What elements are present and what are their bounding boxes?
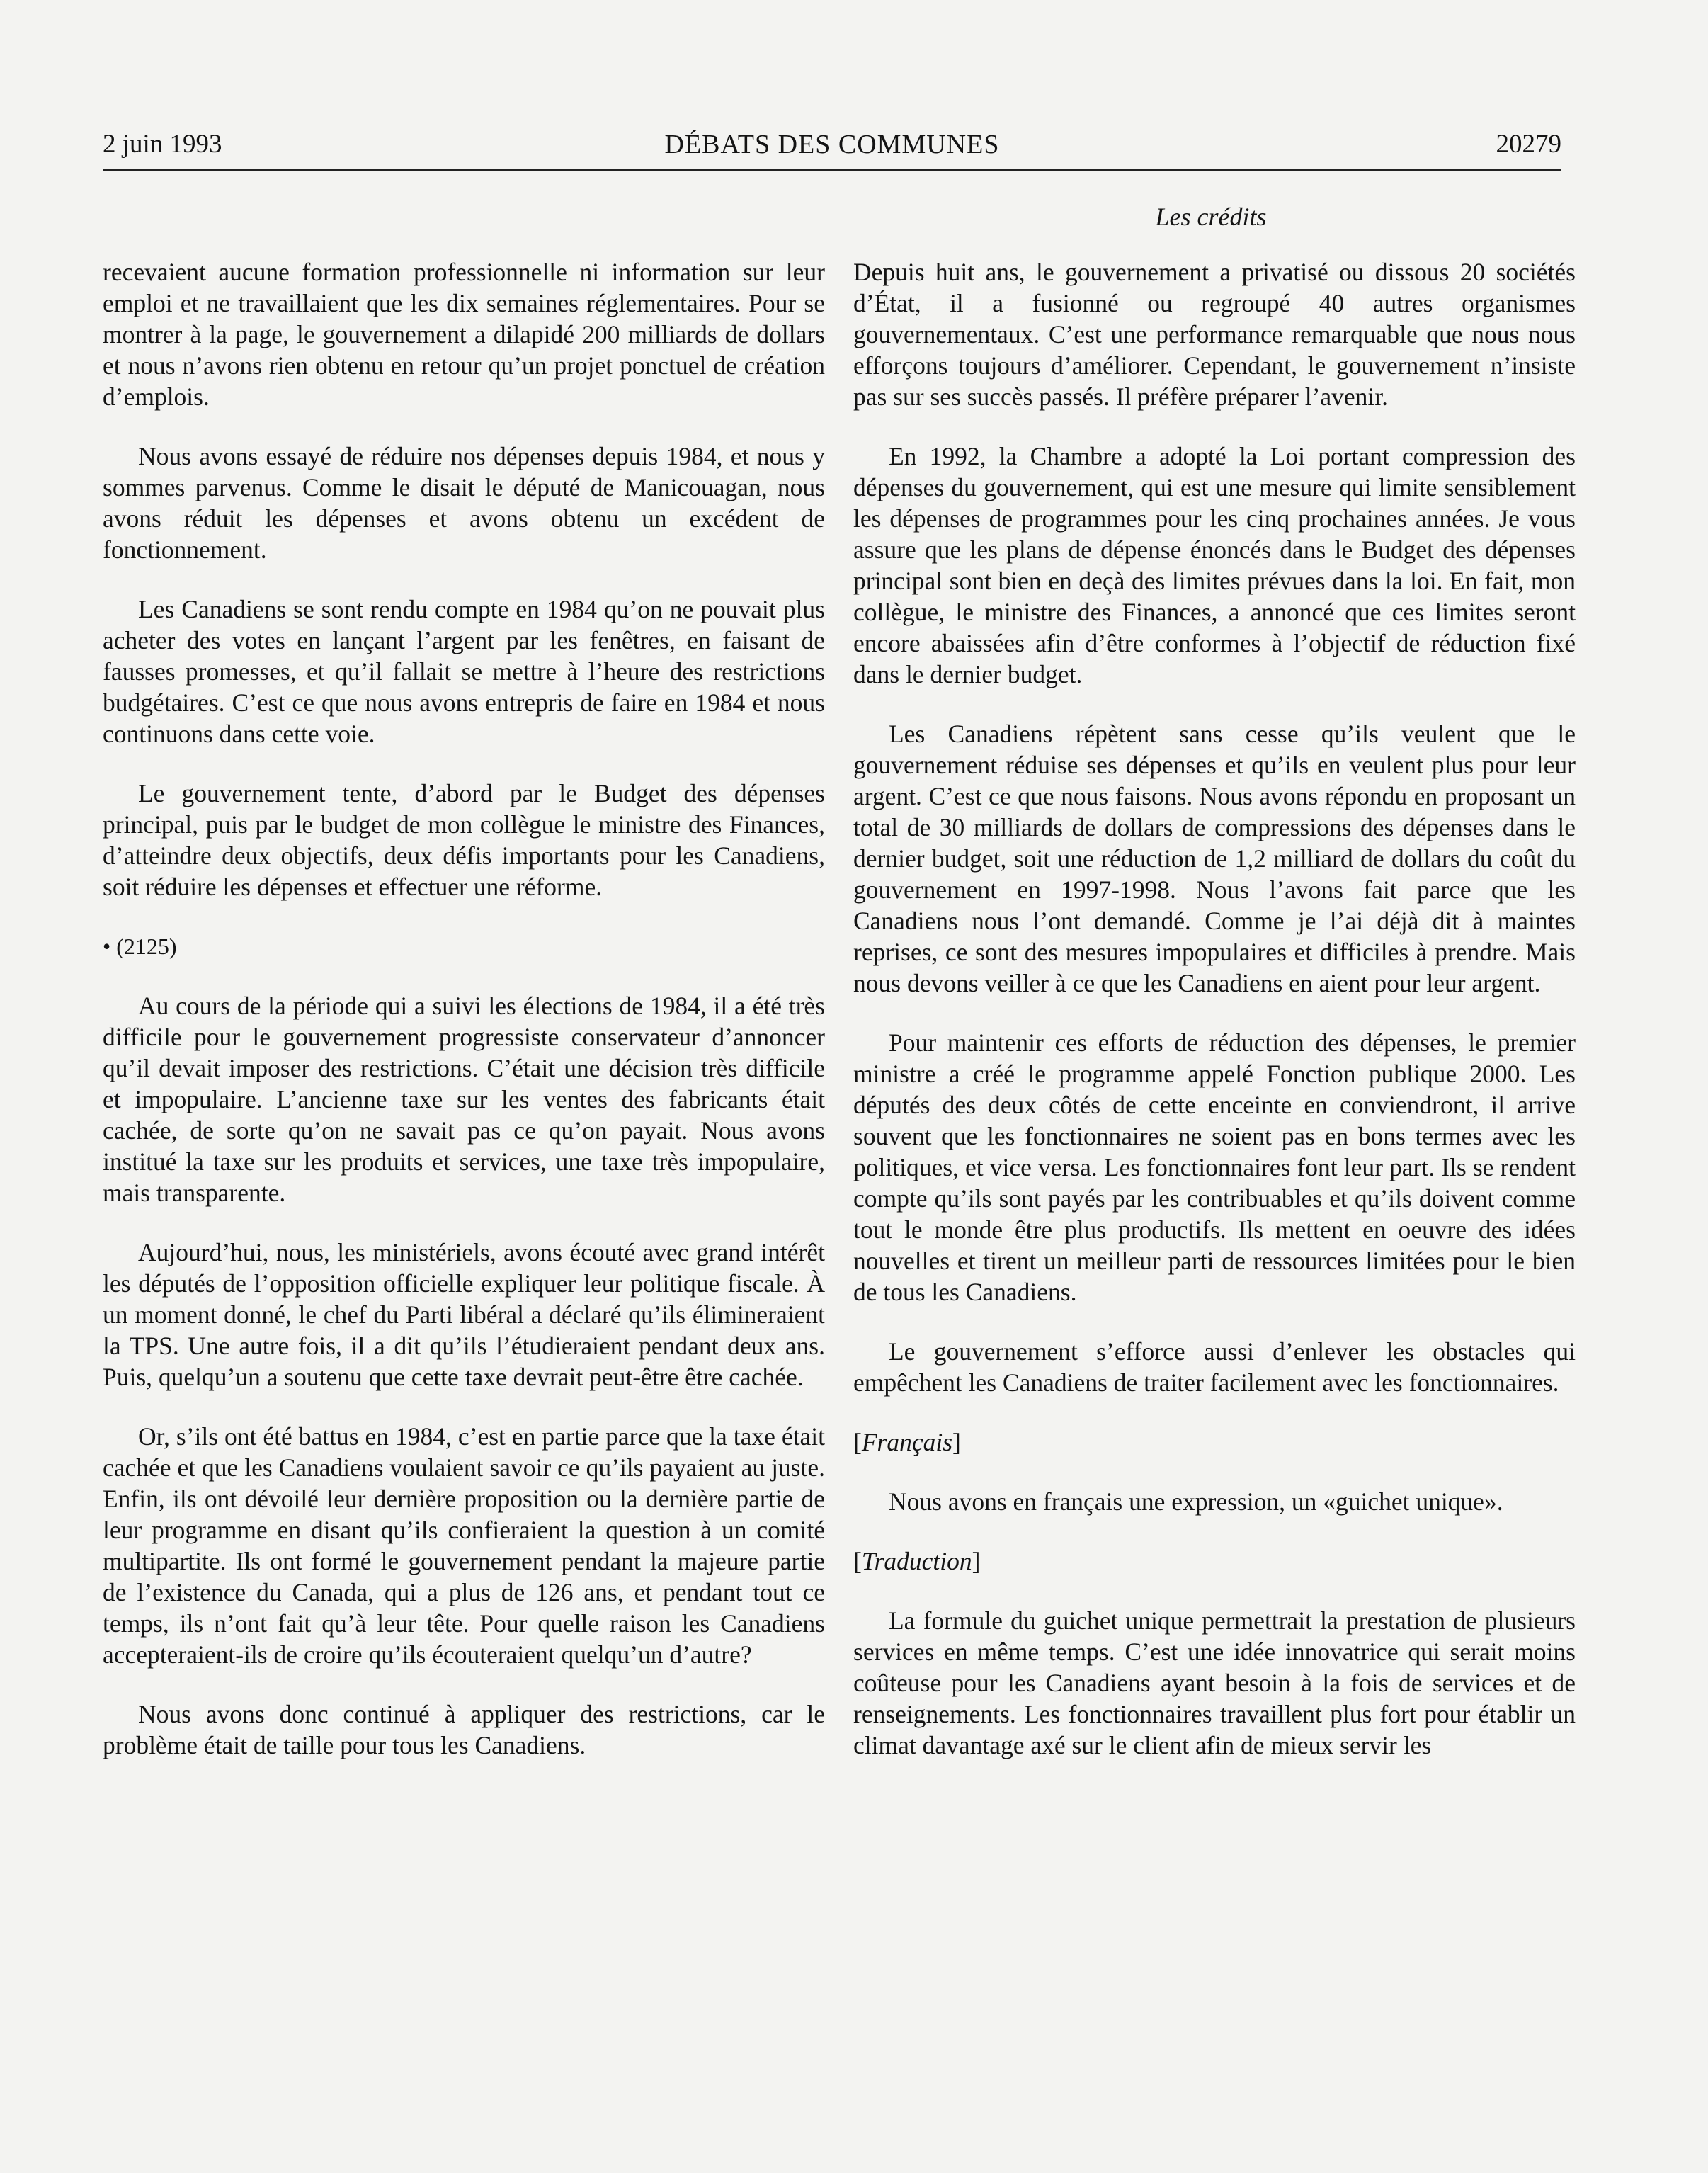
paragraph: Le gouvernement s’efforce aussi d’enlever les obstacles qui empêchent les Canadiens de traiter facilement avec les fonctionnaires.: [853, 1337, 1576, 1397]
paragraph: Les Canadiens se sont rendu compte en 1984 qu’on ne pouvait plus acheter des votes en lançant l’argent par les fenêtres, en faisant de fausses promesses, et qu’il fallait se mettre à l’heure des restrictions budgétaires. C’est ce que nous avons entrepris de faire en 1984 et nous continuons dans cette voie.: [103, 595, 825, 748]
paragraph: Or, s’ils ont été battus en 1984, c’est en partie parce que la taxe était cachée et que les Canadiens voulaient savoir ce qu’ils payaient au juste. Enfin, ils ont dévoilé leur dernière proposition ou la dernière partie de leur programme en disant qu’ils confieraient la question à un comité multipartite. Ils ont formé le gouvernement pendant la majeure partie de l’existence du Canada, qui a plus de 126 ans, et pendant tout ce temps, ils n’ont fait qu’à leur tête. Pour quelle raison les Canadiens accepteraient-ils de croire qu’ils écouteraient quelqu’un d’autre?: [103, 1422, 825, 1669]
language-label: Traduction: [861, 1547, 972, 1575]
paragraph: Nous avons en français une expression, un «guichet unique».: [889, 1487, 1503, 1516]
paragraph: Le gouvernement tente, d’abord par le Budget des dépenses principal, puis par le budget de mon collègue le ministre des Finances, d’atteindre deux objectifs, deux défis importants pour les Canadiens, soit réduire les dépenses et effectuer une réforme.: [103, 779, 825, 901]
paragraph: Depuis huit ans, le gouvernement a privatisé ou dissous 20 sociétés d’État, il a fusionné ou regroupé 40 autres organismes gouvernementaux. C’est une performance remarquable que nous nous efforçons toujours d’améliorer. Cependant, le gouvernement n’insiste pas sur ses succès passés. Il préfère préparer l’avenir.: [853, 258, 1576, 411]
section-title: Les crédits: [1155, 203, 1267, 231]
paragraph: recevaient aucune formation professionnelle ni information sur leur emploi et ne travaillaient que les dix semaines réglementaires. Pour se montrer à la page, le gouvernement a dilapidé 200 milliards de dollars et nous n’avons rien obtenu en retour qu’un projet ponctuel de création d’emplois.: [103, 258, 825, 411]
paragraph: Nous avons essayé de réduire nos dépenses depuis 1984, et nous y sommes parvenus. Comme le disait le député de Manicouagan, nous avons réduit les dépenses et avons obtenu un excédent de fonctionnement.: [103, 442, 825, 564]
header-date: 2 juin 1993: [103, 130, 222, 159]
page-header: [103, 126, 1561, 171]
language-marker-traduction: [Traduction]: [853, 1547, 981, 1575]
language-marker-francais: [Français]: [853, 1428, 961, 1456]
header-title: DÉBATS DES COMMUNES: [664, 130, 1000, 159]
time-marker: • (2125): [103, 934, 177, 959]
paragraph: Nous avons donc continué à appliquer des restrictions, car le problème était de taille pour tous les Canadiens.: [103, 1700, 825, 1759]
language-label: Français: [861, 1428, 953, 1456]
page-number: 20279: [1496, 130, 1561, 159]
paragraph: Au cours de la période qui a suivi les élections de 1984, il a été très difficile pour le gouvernement progressiste conservateur d’annoncer qu’il devait imposer des restrictions. C’était une décision très difficile et impopulaire. L’ancienne taxe sur les ventes des fabricants était cachée, de sorte qu’on ne savait pas ce qu’on payait. Nous avons institué la taxe sur les produits et services, une taxe très impopulaire, mais transparente.: [103, 992, 825, 1207]
left-column: [103, 256, 825, 1789]
paragraph: En 1992, la Chambre a adopté la Loi portant compression des dépenses du gouvernement, qui est une mesure qui limite sensiblement les dépenses de programmes pour les cinq prochaines années. Je vous assure que les plans de dépense énoncés dans le Budget des dépenses principal sont bien en deçà des limites prévues dans la loi. En fait, mon collègue, le ministre des Finances, a annoncé que ces limites seront encore abaissées afin d’être conformes à l’objectif de réduction fixé dans le dernier budget.: [853, 442, 1576, 688]
paragraph: Aujourd’hui, nous, les ministériels, avons écouté avec grand intérêt les députés de l’opposition officielle expliquer leur politique fiscale. À un moment donné, le chef du Parti libéral a déclaré qu’ils élimineraient la TPS. Une autre fois, il a dit qu’ils l’étudieraient pendant deux ans. Puis, quelqu’un a soutenu que cette taxe devrait peut-être être cachée.: [103, 1238, 825, 1391]
paragraph: Pour maintenir ces efforts de réduction des dépenses, le premier ministre a créé le programme appelé Fonction publique 2000. Les députés des deux côtés de cette enceinte en conviendront, il arrive souvent que les fonctionnaires ne soient pas en bons termes avec les politiques, et vice versa. Les fonctionnaires font leur part. Ils se rendent compte qu’ils sont payés par les contribuables et qu’ils doivent comme tout le monde être plus productifs. Ils mettent en oeuvre des idées nouvelles et tirent un meilleur parti de ressources limitées pour le bien de tous les Canadiens.: [853, 1028, 1576, 1306]
right-column: [853, 256, 1576, 1789]
paragraph: La formule du guichet unique permettrait la prestation de plusieurs services en même temps. C’est une idée innovatrice qui serait moins coûteuse pour les Canadiens ayant besoin à la fois de services et de renseignements. Les fonctionnaires travaillent plus fort pour établir un climat davantage axé sur le client afin de mieux servir les: [853, 1606, 1576, 1759]
paragraph: Les Canadiens répètent sans cesse qu’ils veulent que le gouvernement réduise ses dépenses et qu’ils en veulent plus pour leur argent. C’est ce que nous faisons. Nous avons répondu en proposant un total de 30 milliards de dollars de compressions des dépenses dans le dernier budget, soit une réduction de 1,2 milliard de dollars du coût du gouvernement en 1997-1998. Nous l’avons fait parce que les Canadiens nous l’ont demandé. Comme je l’ai déjà dit à maintes reprises, ce sont des mesures impopulaires et difficiles à prendre. Mais nous devons veiller à ce que les Canadiens en aient pour leur argent.: [853, 720, 1576, 997]
